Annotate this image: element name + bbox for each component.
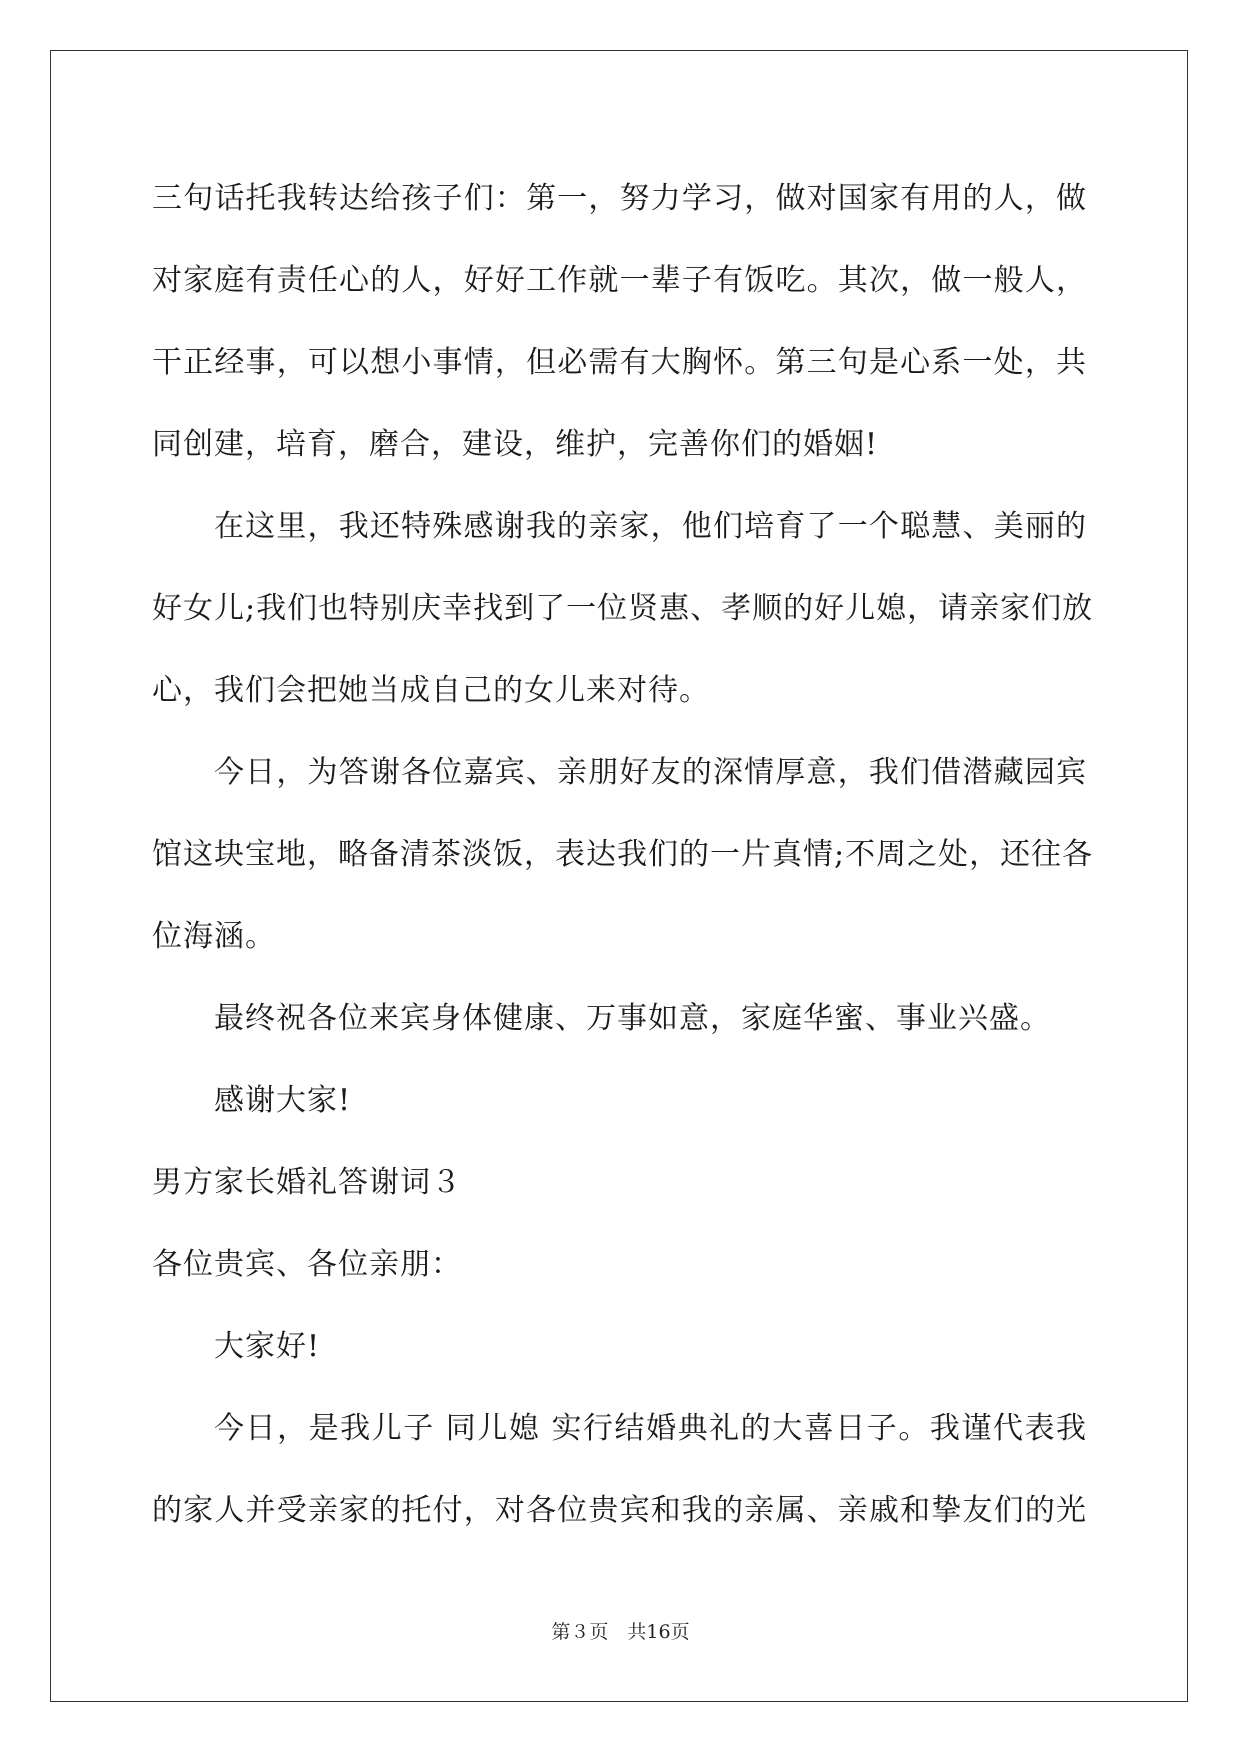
paragraph-line: 同创建，培育，磨合，建设，维护，完善你们的婚姻! [152, 427, 879, 462]
paragraph-line: 三句话托我转达给孩子们：第一，努力学习，做对国家有用的人，做 [152, 181, 1087, 216]
paragraph-line: 干正经事，可以想小事情，但必需有大胸怀。第三句是心系一处，共 [152, 345, 1087, 380]
section-heading: 男方家长婚礼答谢词３ [152, 1165, 462, 1200]
paragraph-line: 位海涵。 [152, 919, 276, 954]
paragraph-line: 馆这块宝地，略备清茶淡饭，表达我们的一片真情;不周之处，还往各 [152, 837, 1094, 872]
paragraph-line: 在这里，我还特殊感谢我的亲家，他们培育了一个聪慧、美丽的 [214, 509, 1087, 544]
greeting: 大家好! [214, 1329, 321, 1364]
paragraph-line: 感谢大家! [214, 1083, 352, 1118]
page-number: 第３页 共16页 [551, 1621, 690, 1643]
paragraph-line: 对家庭有责任心的人，好好工作就一辈子有饭吃。其次，做一般人， [152, 263, 1087, 298]
paragraph-line: 心，我们会把她当成自己的女儿来对待。 [152, 673, 710, 708]
paragraph-line: 今日，是我儿子 同儿媳 实行结婚典礼的大喜日子。我谨代表我 [214, 1411, 1087, 1446]
salutation: 各位贵宾、各位亲朋： [152, 1247, 462, 1282]
paragraph-line: 今日，为答谢各位嘉宾、亲朋好友的深情厚意，我们借潜藏园宾 [214, 755, 1087, 790]
paragraph-line: 最终祝各位来宾身体健康、万事如意，家庭华蜜、事业兴盛。 [214, 1001, 1051, 1036]
document-body [152, 158, 1094, 1552]
paragraph-line: 好女儿;我们也特别庆幸找到了一位贤惠、孝顺的好儿媳，请亲家们放 [152, 591, 1094, 626]
paragraph-line: 的家人并受亲家的托付，对各位贵宾和我的亲属、亲戚和挚友们的光 [152, 1493, 1087, 1528]
